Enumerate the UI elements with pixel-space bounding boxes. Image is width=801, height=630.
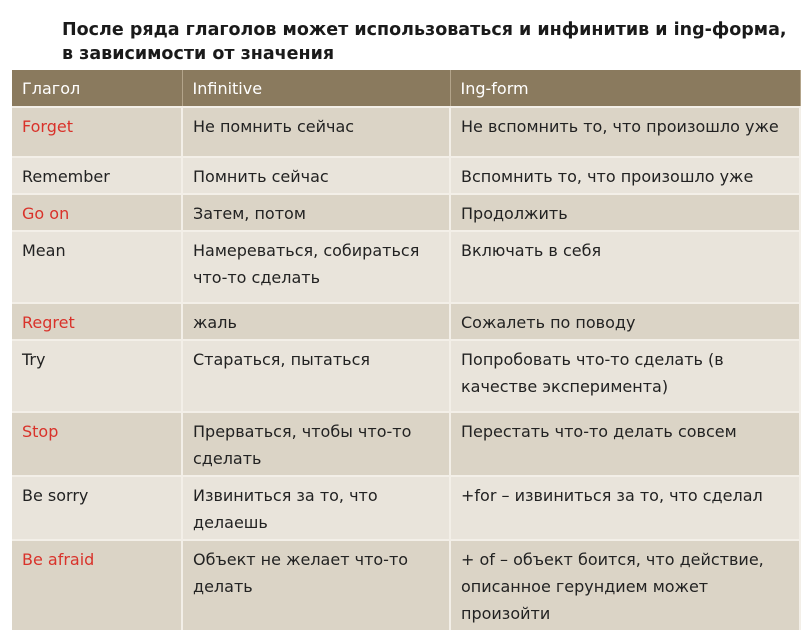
ing-form-cell: Вспомнить то, что произошло уже [450, 157, 800, 194]
infinitive-cell: Объект не желает что-то делать [182, 540, 450, 630]
slide-title-line-2: в зависимости от значения [62, 44, 335, 64]
infinitive-cell: Стараться, пытаться [182, 340, 450, 412]
verb-cell: Try [12, 340, 182, 412]
verb-cell: Regret [12, 303, 182, 340]
column-header-ing-form: Ing-form [450, 70, 800, 107]
slide-title [62, 18, 787, 66]
ing-form-cell: Попробовать что-то сделать (в качестве эксперимента) [450, 340, 800, 412]
column-header-verb: Глагол [12, 70, 182, 107]
infinitive-cell: Затем, потом [182, 194, 450, 231]
infinitive-cell: Намереваться, собираться что-то сделать [182, 231, 450, 303]
ing-form-cell: Сожалеть по поводу [450, 303, 800, 340]
ing-form-cell: + of – объект боится, что действие, описанное герундием может произойти [450, 540, 800, 630]
slide-title-line-1: После ряда глаголов может использоваться и инфинитив и ing-форма, [62, 20, 787, 40]
ing-form-cell: Перестать что-то делать совсем [450, 412, 800, 476]
table-row [12, 476, 800, 540]
verb-cell: Remember [12, 157, 182, 194]
verb-cell: Mean [12, 231, 182, 303]
infinitive-cell: Прерваться, чтобы что-то сделать [182, 412, 450, 476]
table-row [12, 231, 800, 303]
verb-cell: Go on [12, 194, 182, 231]
verb-cell: Stop [12, 412, 182, 476]
table-row [12, 303, 800, 340]
ing-form-cell: +for – извиниться за то, что сделал [450, 476, 800, 540]
infinitive-cell: Не помнить сейчас [182, 107, 450, 157]
table-row [12, 540, 800, 630]
table-row [12, 107, 800, 157]
infinitive-cell: Помнить сейчас [182, 157, 450, 194]
verb-cell: Be afraid [12, 540, 182, 630]
ing-form-cell: Продолжить [450, 194, 800, 231]
table-row [12, 412, 800, 476]
ing-form-cell: Не вспомнить то, что произошло уже [450, 107, 800, 157]
table-row [12, 194, 800, 231]
table-header-row [12, 70, 800, 107]
verb-table [12, 70, 801, 630]
infinitive-cell: жаль [182, 303, 450, 340]
verb-cell: Be sorry [12, 476, 182, 540]
infinitive-cell: Извиниться за то, что делаешь [182, 476, 450, 540]
verb-cell: Forget [12, 107, 182, 157]
column-header-infinitive: Infinitive [182, 70, 450, 107]
table-row [12, 340, 800, 412]
ing-form-cell: Включать в себя [450, 231, 800, 303]
verb-table-container [12, 70, 800, 623]
table-row [12, 157, 800, 194]
